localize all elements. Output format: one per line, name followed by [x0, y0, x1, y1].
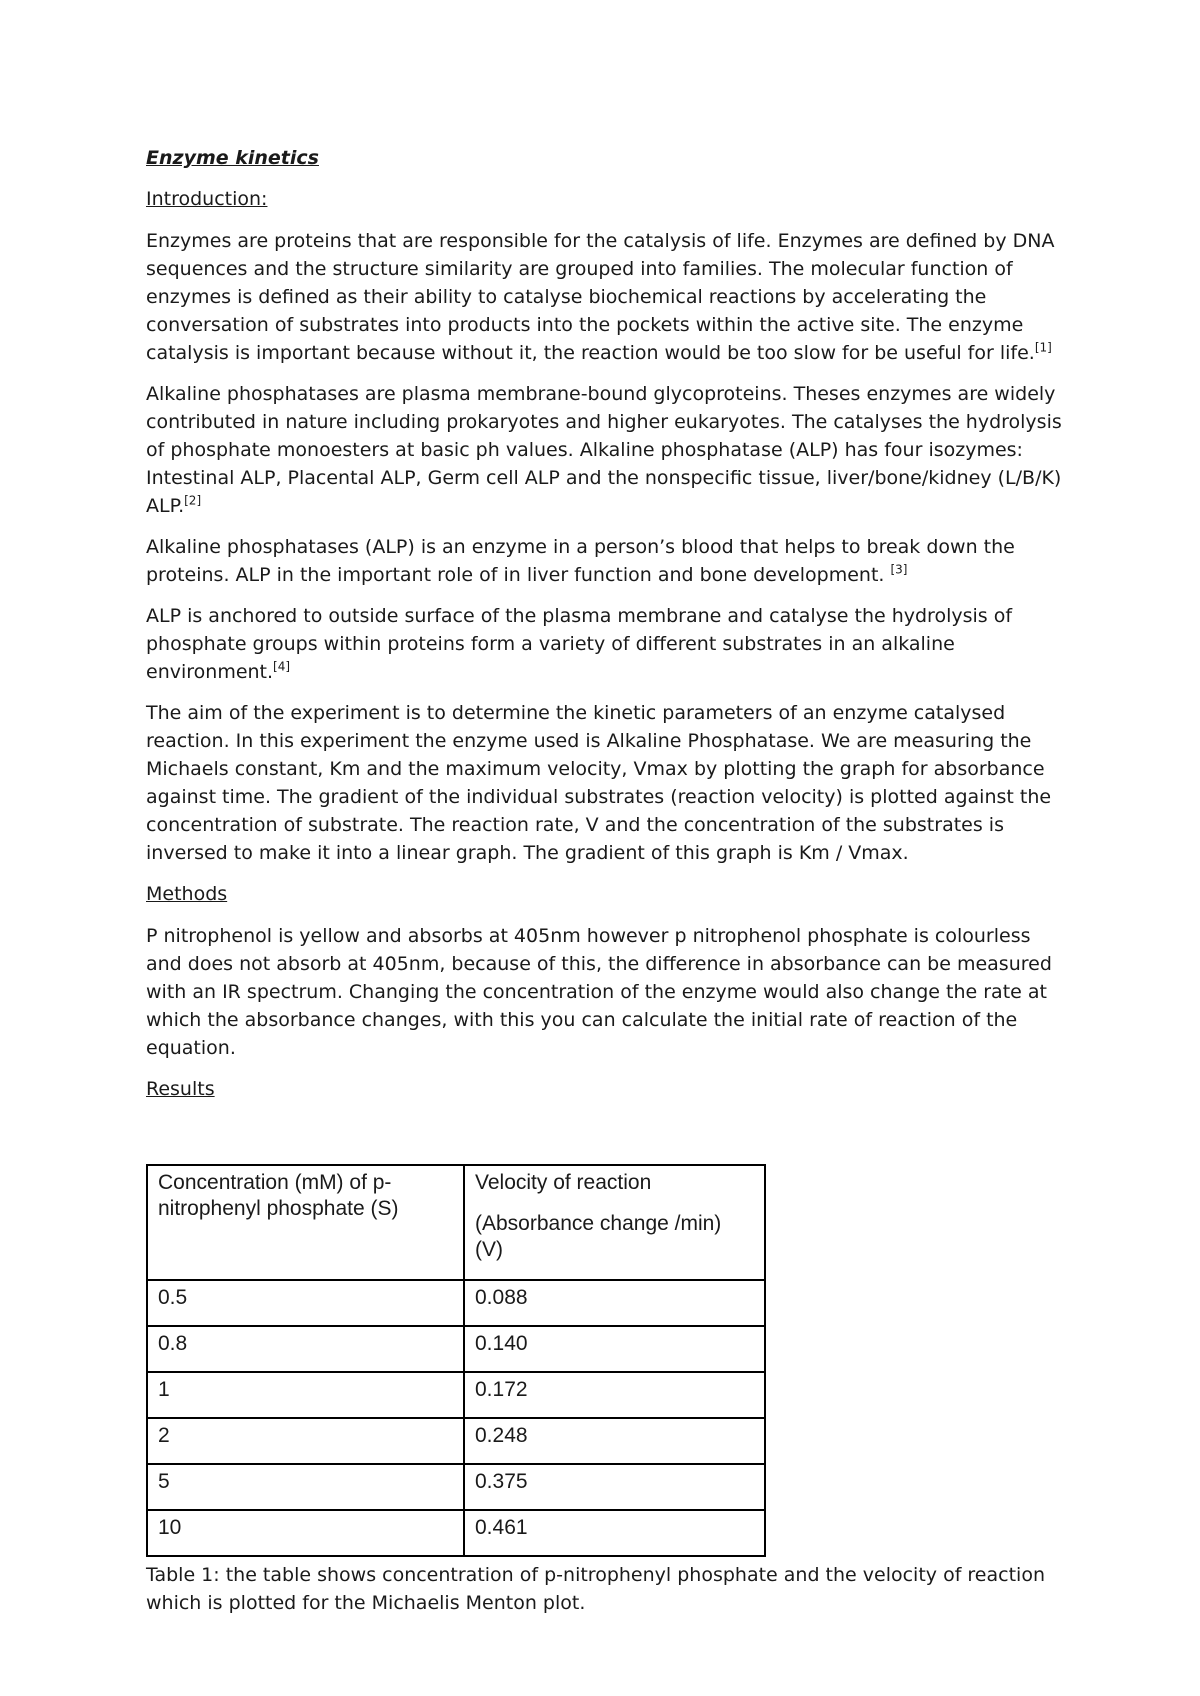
table-row: [147, 1372, 765, 1418]
table-cell-velocity: 0.461: [464, 1510, 765, 1556]
reference-marker: [2]: [184, 493, 202, 508]
table-cell-velocity: 0.140: [464, 1326, 765, 1372]
table-header-row: [147, 1165, 765, 1280]
reference-marker: [3]: [890, 562, 908, 577]
table-cell-velocity: 0.248: [464, 1418, 765, 1464]
table-cell-concentration: 1: [147, 1372, 464, 1418]
table-cell-velocity: 0.172: [464, 1372, 765, 1418]
introduction-heading: Introduction:: [146, 188, 268, 210]
reference-marker: [1]: [1034, 340, 1052, 355]
table-cell-velocity: 0.088: [464, 1280, 765, 1326]
methods-paragraph: P nitrophenol is yellow and absorbs at 405nm however p nitrophenol phosphate is colourless and does not absorb at 405nm, because of this, the difference in absorbance can be measured with an IR spectrum. Changing the concentration of the enzyme would also change the rate at which the absorbance changes, with this you can calculate the initial rate of reaction of the equation.: [146, 925, 1052, 1059]
column-header-velocity: [464, 1165, 765, 1280]
reference-marker: [4]: [273, 659, 291, 674]
column-header-concentration: Concentration (mM) of p-nitrophenyl phosphate (S): [147, 1165, 464, 1280]
table-cell-concentration: 5: [147, 1464, 464, 1510]
document-title: Enzyme kinetics: [146, 147, 319, 169]
table-row: [147, 1280, 765, 1326]
intro-paragraph-3: [146, 533, 1070, 589]
table-caption: Table 1: the table shows concentration of p-nitrophenyl phosphate and the velocity of reaction which is plotted for the Michaelis Menton plot.: [146, 1564, 1045, 1614]
results-table: [146, 1164, 766, 1557]
table-cell-concentration: 0.8: [147, 1326, 464, 1372]
paragraph-text: Enzymes are proteins that are responsible for the catalysis of life. Enzymes are defined by DNA sequences and the structure similarity are grouped into families. The molecular function of enzymes is defined as their ability to catalyse biochemical reactions by accelerating the conversation of substrates into products into the pockets within the active site. The enzyme catalysis is important because without it, the reaction would be too slow for be useful for life.: [146, 230, 1055, 364]
table-cell-velocity: 0.375: [464, 1464, 765, 1510]
paragraph-text: Alkaline phosphatases (ALP) is an enzyme in a person’s blood that helps to break down the proteins. ALP in the important role of in liver function and bone development.: [146, 536, 1015, 586]
document-body: [146, 144, 1070, 1617]
table-cell-concentration: 10: [147, 1510, 464, 1556]
paragraph-text: Alkaline phosphatases are plasma membrane-bound glycoproteins. Theses enzymes are widely contributed in nature including prokaryotes and higher eukaryotes. The catalyses the hydrolysis of phosphate monoesters at basic ph values. Alkaline phosphatase (ALP) has four isozymes: Intestinal ALP, Placental ALP, Germ cell ALP and the nonspecific tissue, liver/bone/kidney (L/B/K) ALP.: [146, 383, 1062, 517]
results-heading: Results: [146, 1078, 215, 1100]
velocity-header-label: Velocity of reaction: [475, 1171, 652, 1194]
velocity-header-units: (Absorbance change /min) (V): [475, 1212, 722, 1261]
paragraph-text: ALP is anchored to outside surface of the plasma membrane and catalyse the hydrolysis of phosphate groups within proteins form a variety of different substrates in an alkaline environment.: [146, 605, 1013, 683]
table-row: [147, 1418, 765, 1464]
table-cell-concentration: 2: [147, 1418, 464, 1464]
table-row: [147, 1510, 765, 1556]
table-cell-concentration: 0.5: [147, 1280, 464, 1326]
methods-heading: Methods: [146, 883, 228, 905]
table-row: [147, 1326, 765, 1372]
intro-paragraph-2: [146, 380, 1070, 520]
table-row: [147, 1464, 765, 1510]
intro-paragraph-4: [146, 602, 1070, 686]
intro-paragraph-5: [146, 699, 1070, 867]
intro-paragraph-1: [146, 227, 1070, 367]
paragraph-text: The aim of the experiment is to determine the kinetic parameters of an enzyme catalysed reaction. In this experiment the enzyme used is Alkaline Phosphatase. We are measuring the Michaels constant, Km and the maximum velocity, Vmax by plotting the graph for absorbance against time. The gradient of the individual substrates (reaction velocity) is plotted against the concentration of substrate. The reaction rate, V and the concentration of the substrates is inversed to make it into a linear graph. The gradient of this graph is Km / Vmax.: [146, 702, 1052, 864]
